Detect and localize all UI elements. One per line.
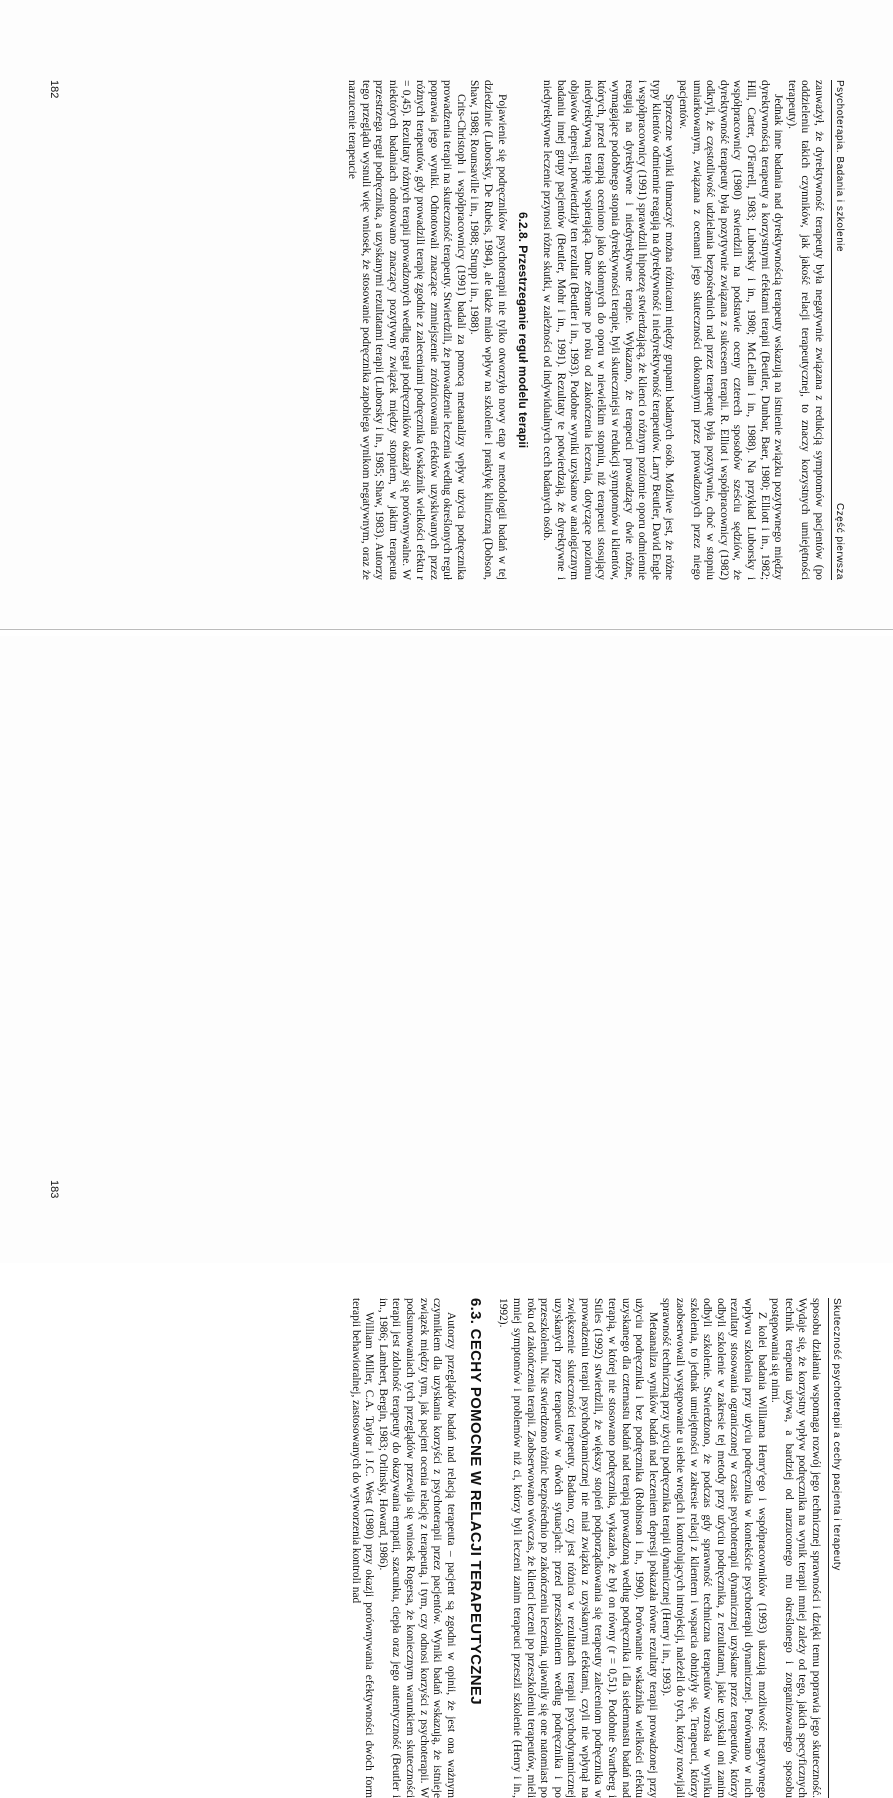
page-183 [0, 636, 893, 1798]
page-number: 182 [48, 80, 60, 99]
paragraph: Metaanaliza wyników badań nad leczeniem depresji pokazała równe rezultaty terapii prowadzonej przy użyciu podręcznika i bez podręcznika (Robinson i in., 1990). Porównanie wskaźnika wielkości efektu uzyskanego dla czternastu badań nad terapią prowadzoną według podręcznika i dla siedemnastu badań nad terapią, w której nie stosowano podręcznika, wykazało, że był on równy (r = 0,51). Podobnie Svartberg i Stiles (1992) stwierdzili, że większy stopień podporządkowania się terapeuty zaleceniom podręcznika w prowadzeniu terapii psychodynamicznej nie miał związku z uzyskanymi efektami, czyli nie wpłynął na zwiększenie skuteczności terapeuty. Badano, czy jest różnica w rezultatach terapii psychodynamicznej uzyskanych przez terapeutów w dwóch sytuacjach: przed przeszkoleniem według podręcznika i po przeszkoleniu. Nie stwierdzono różnic bezpośrednio po zakończeniu leczenia, ujawniły się one natomiast po roku od zakończenia terapii. Zaobserwowano wówczas, że klienci leczeni po przeszkoleniu terapeutów, mieli mniej symptomów i problemów niż ci, którzy byli leczeni zanim terapeuci przeszli szkolenie (Henry i in., 1992). [497, 1298, 659, 1798]
paragraph: William Miller, C.A. Taylor i J.C. West (1980) przy okazji porównywania efektywności dwóch form terapii behawioralnej, zastosowanych do wytworzenia kontroli nad [349, 1298, 376, 1798]
page-182-content [344, 80, 845, 580]
page-182 [0, 0, 893, 628]
running-head-left: Skuteczność psychoterapii a cechy pacjenta i terapeuty [831, 1298, 842, 1571]
page-183-content [348, 1298, 842, 1798]
page-number: 183 [48, 1180, 60, 1199]
running-head [828, 1298, 842, 1798]
paragraph: sposobu działania wspomaga rozwój jego technicznej sprawności i dzięki temu poprawia jego skuteczność. Wydaje się, że korzystny wpływ podręcznika na wynik terapii mniej zależy od tego, jakich specyficznych technik terapeuta używa, a bardziej od narzuconego mu określonego i zorganizowanego sposobu postępowania się nimi. [769, 1298, 822, 1798]
running-head-right: Część pierwsza [834, 502, 845, 580]
section-heading: 6.2.8. Przestrzeganie reguł modelu terapii [515, 211, 530, 449]
paragraph: Z kolei badania Williama Henry'ego i współpracowników (1993) ukazują możliwość negatywnego wpływu szkolenia przy użyciu podręcznika w kontekście psychoterapii dynamicznej. Porównano w nich rezultaty stosowania ograniczonej w czasie psychoterapii dynamicznej uzyskane przez terapeutów, którzy odbyli szkolenie w zakresie tej metody przy użyciu podręcznika, z rezultatami, jakie uzyskali oni zanim odbyli szkolenie. Stwierdzono, że podczas gdy sprawność techniczna terapeutów wzrosła w wyniku szkolenia, to jednak umiejętności w zakresie relacji z klientem i wsparcia obniżyły się. Terapeuci, którzy zaobserwowali występowanie u siebie wrogich i kontrolujących introjekcji, należeli do tych, którzy rozwijali sprawność techniczną przy użyciu podręcznika terapii dynamicznej (Henry i in., 1993). [660, 1298, 768, 1798]
paragraph: Jednak inne badania nad dyrektywnością terapeuty wskazują na istnienie związku pozytywnego między dyrektywnością terapeuty a korzystnymi efektami terapii (Beutler, Dunbar, Baer, 1980; Elliott i in., 1982; Hill, Carter, O'Farrell, 1983; Luborsky i in., 1980; McLellan i in., 1988). Na przykład Luborsky i współpracownicy (1980) stwierdzili na podstawie oceny czterech sposobów sześciu sędziów, że dyrektywność terapeuty była pozytywnie związana z sukcesem terapii. R. Elliot i współpracownicy (1982) odkryli, że częstotliwość udzielania bezpośrednich rad przez terapeutę była pozytywnie, choć w stopniu umiarkowanym, związana z ocenami jego skuteczności dokonanymi przez prowadzonych przez niego pacjentów. [677, 80, 785, 580]
page-divider [0, 629, 893, 636]
running-head [831, 80, 845, 580]
paragraph: zauważył, że dyrektywność terapeuty była negatywnie związana z redukcją symptomów pacjentów (po oddzieleniu takich czynników, jak jakość relacji terapeutycznej, to znaczy korzystnych umiejętności terapeuty). [785, 80, 825, 580]
paragraph: Sprzeczne wyniki tłumaczyć można różnicami między grupami badanych osób. Możliwe jest, że różne typy klientów odmiennie reagują na dyrektywność i niedyrektywność terapeutów. Larry Beutler, David Engle i współpracownicy (1991) sprawdzili hipotezę stwierdzającą, że klienci o różnym poziomie oporu odmiennie reagują na dyrektywne i niedyrektywne terapie. Wykazano, że terapeuci prowadzący dwie różne, wymagające podobnego stopnia dyrektywności terapie, byli skuteczniejsi w redukcji symptomów u klientów, których, przed terapią oceniono jako skłonnych do oporu w niewielkim stopniu, niż terapeuci stosujący niedyrektywną terapię wspierającą. Dane zebrane po roku od zakończenia leczenia, dotyczące poziomu objawów depresji, potwierdziły ten rezultat (Beutler i in., 1993). Podobne wyniki uzyskano w analogicznym badaniu innej grupy pacjentów (Beutler, Mohr i in., 1991). Rezultaty te potwierdzają, że dyrektywne i niedyrektywne leczenie przynosi różne skutki, w zależności od indywidualnych cech badanych osób. [541, 80, 676, 580]
paragraph: Crits-Christoph i współpracownicy (1991) badali za pomocą metaanalizy wpływ użycia podręcznika prowadzenia terapii na skuteczność terapeuty. Stwierdzili, że prowadzenie leczenia według określonych reguł poprawia jego wyniki. Odnotowali znaczące zmniejszenie zróżnicowania efektów uzyskiwanych przez różnych terapeutów, gdy prowadzili terapię zgodnie z zaleceniami podręcznika (wskaźnik wielkości efektu r = 0,45). Rezultaty różnych terapii prowadzonych według reguł podręczników okazały się porównywalne. W niektórych badaniach odnotowano znaczący pozytywny związek między stopniem, w jakim terapeuta przestrzega reguł podręcznika, a uzyskanymi rezultatami terapii (Luborsky i in., 1985; Shaw, 1983). Autorzy tego przeglądu wysnuli więc wniosek, że stosowanie podręcznika zapobiega wynikom negatywnym, oraz że narzucenie terapeucie [346, 80, 467, 580]
paragraph: Autorzy przeglądów badań nad relacją terapeuta – pacjent są zgodni w opinii, że jest ona ważnym czynnikiem dla uzyskania korzyści z psychoterapii przez pacjentów. Wyniki badań wskazują, że istnieje związek między tym, jak pacjent ocenia relację z terapeutą, i tym, czy odnosi korzyści z psychoterapii. W podsumowaniach tych przeglądów przewija się wniosek Rogersa, że koniecznym warunkiem skuteczności terapii jest zdolność terapeuty do okazywania empatii, szacunku, ciepła oraz jego autentyczność (Beutler i in., 1986; Lambert, Bergin, 1983; Orlinsky, Howard, 1986). [376, 1298, 457, 1798]
running-head-left: Psychoterapia. Badania i szkolenie [834, 80, 845, 253]
chapter-heading: 6.3. CECHY POMOCNE W RELACJI TERAPEUTYCZNEJ [466, 1298, 484, 1705]
paragraph: Pojawienie się podręczników psychoterapii nie tylko otworzyło nowy etap w metodologii badań w tej dziedzinie (Luborsky, De Rubeis, 1984), ale także miało wpływ na szkolenie i praktykę kliniczną (Dobson, Shaw, 1988; Rounsaville i in., 1988; Strupp i in., 1988). [468, 80, 508, 580]
